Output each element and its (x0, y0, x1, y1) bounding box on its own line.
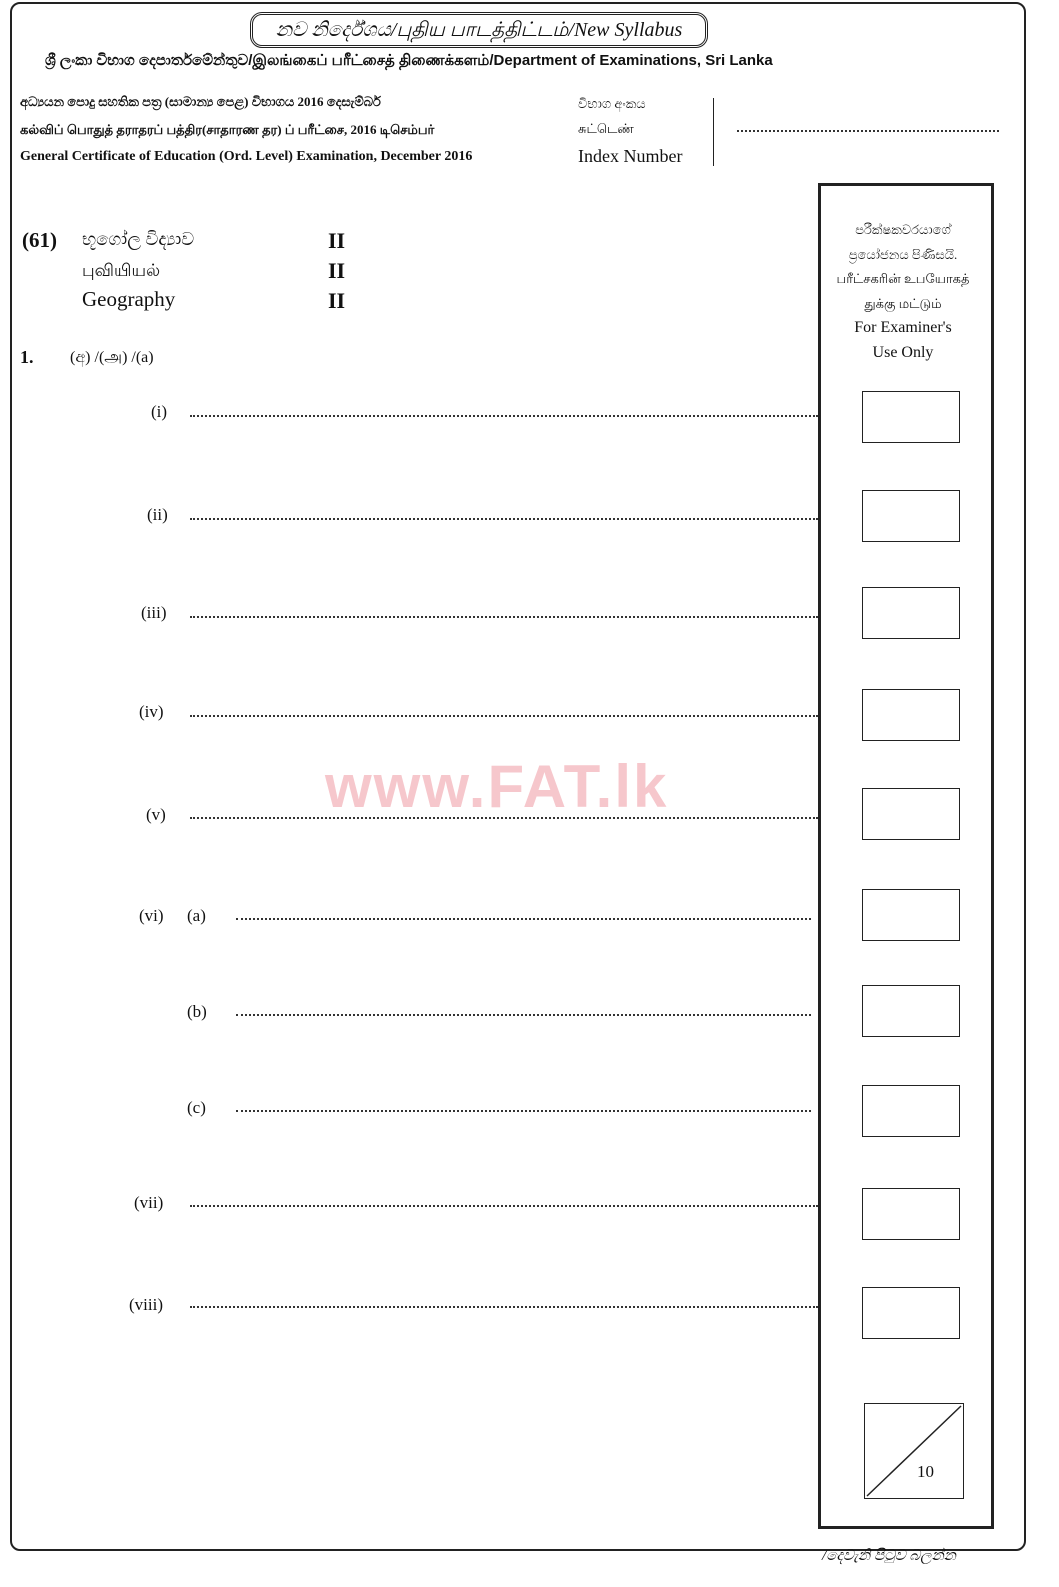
examiner-line: பரீட்சகரின் உபயோகத் (836, 271, 970, 286)
subject-name-english: Geography (82, 287, 176, 311)
sub-item-label: (c) (187, 1098, 206, 1117)
paper-number: II (328, 258, 346, 283)
question-number: 1. (20, 347, 34, 367)
examiner-line: துக்கு மட்டும் (864, 295, 942, 311)
mark-box-v[interactable] (862, 788, 960, 840)
syllabus-banner: නව නිර්දේශය/புதிய பாடத்திட்டம்/New Syllabus (250, 12, 708, 48)
subject-name-tamil: புவியியல் (82, 261, 161, 280)
brace (705, 98, 714, 166)
answer-line-iii[interactable] (190, 616, 818, 618)
department-title: ශ්‍රී ලංකා විභාග දෙපාර්තමේන්තුව/இலங்கைப் பரீட்சைத் திணைக்களம்/Department of Examinations, Sri Lanka (45, 52, 773, 69)
paper-number: II (328, 228, 346, 253)
index-label-english: Index Number (578, 146, 683, 166)
answer-line-viii[interactable] (190, 1306, 818, 1308)
exam-line-tamil: கல்விப் பொதுத் தராதரப் பத்திர(சாதாரண தர) ப் பரீட்சை, 2016 டிசெம்பர் (20, 122, 435, 137)
item-label: (vii) (134, 1193, 164, 1212)
answer-line-vi-b[interactable] (236, 1014, 811, 1016)
item-label: (viii) (129, 1295, 163, 1314)
answer-line-ii[interactable] (190, 518, 818, 520)
examiner-line: Use Only (872, 343, 934, 361)
turn-page-note: /දෙවැනි පිටුව බලන්න (822, 1548, 956, 1564)
examiner-use-label (820, 218, 986, 365)
mark-box-iv[interactable] (862, 689, 960, 741)
index-number-field[interactable] (737, 130, 999, 132)
item-label: (vi) (139, 906, 164, 925)
mark-box-viii[interactable] (862, 1287, 960, 1339)
index-label-tamil: சுட்டெண் (578, 121, 634, 136)
item-label: (ii) (147, 505, 168, 524)
answer-line-i[interactable] (190, 415, 818, 417)
exam-line-english: General Certificate of Education (Ord. Level) Examination, December 2016 (20, 149, 473, 164)
mark-box-iii[interactable] (862, 587, 960, 639)
mark-box-vi-a[interactable] (862, 889, 960, 941)
examiner-line: For Examiner's (854, 319, 952, 336)
examiner-line: පරීක්ෂකවරයාගේ (855, 222, 951, 237)
answer-line-vi-a[interactable] (236, 918, 811, 920)
answer-line-vi-c[interactable] (236, 1110, 811, 1112)
question-part: (අ) /(அ) /(a) (70, 349, 154, 366)
item-label: (i) (151, 402, 168, 421)
watermark: www.FAT.lk (325, 753, 669, 820)
mark-box-i[interactable] (862, 391, 960, 443)
mark-box-ii[interactable] (862, 490, 960, 542)
subject-code: (61) (22, 228, 57, 252)
total-marks: 10 (917, 1462, 934, 1481)
subject-name-sinhala: භූගෝල විද්‍යාව (82, 229, 195, 249)
mark-box-vi-c[interactable] (862, 1085, 960, 1137)
answer-line-iv[interactable] (190, 715, 818, 717)
mark-box-vii[interactable] (862, 1188, 960, 1240)
item-label: (iii) (141, 603, 167, 622)
diagonal-line (865, 1404, 963, 1498)
sub-item-label: (a) (187, 906, 206, 925)
item-label: (iv) (139, 702, 164, 721)
index-label-sinhala: විභාග අංකය (578, 96, 646, 111)
mark-box-vi-b[interactable] (862, 985, 960, 1037)
paper-number: II (328, 288, 346, 313)
total-mark-box[interactable] (864, 1403, 964, 1499)
answer-line-vii[interactable] (190, 1205, 818, 1207)
exam-line-sinhala: අධ්‍යයන පොදු සහතික පත්‍ර (සාමාන්‍ය පෙළ) විභාගය 2016 දෙසැම්බර් (20, 94, 381, 109)
item-label: (v) (146, 805, 166, 824)
examiner-line: ප්‍රයෝජනය පිණිසයි. (848, 246, 958, 262)
sub-item-label: (b) (187, 1002, 207, 1021)
